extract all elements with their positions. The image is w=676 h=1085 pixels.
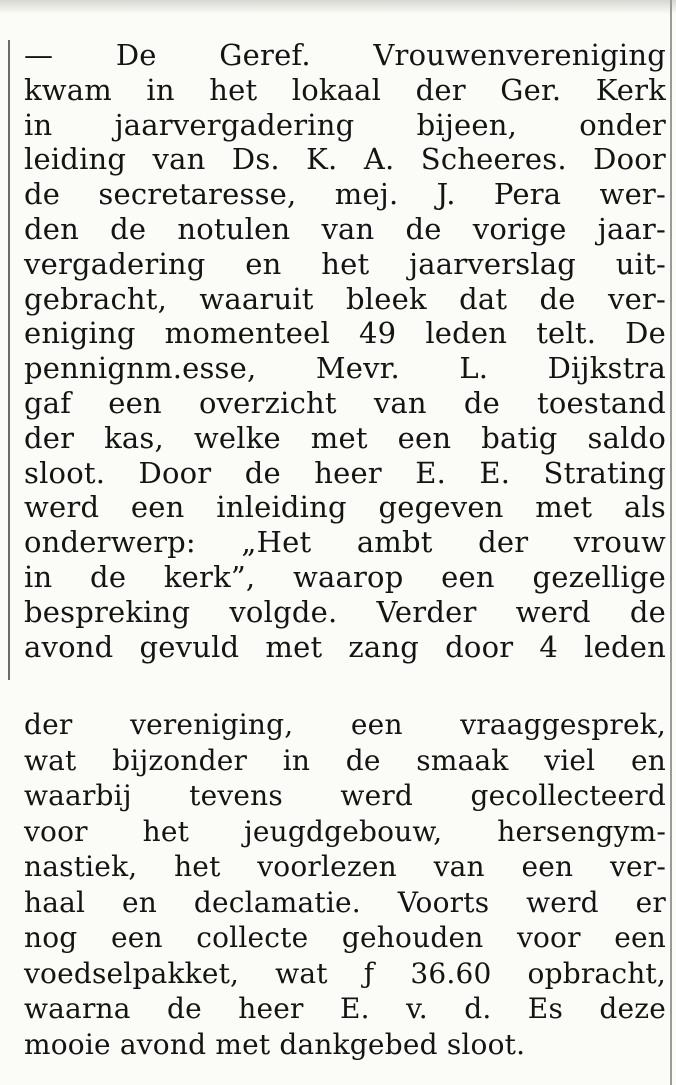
article-line: der kas, welke met een batig saldo	[24, 420, 666, 455]
cut-off-previous-text	[0, 0, 676, 14]
article-line: mooie avond met dankgebed sloot.	[24, 1027, 526, 1061]
article-line: eniging momenteel 49 leden telt. De	[24, 316, 666, 351]
article-line: werd een inleiding gegeven met als	[24, 490, 666, 525]
article-line: bespreking volgde. Verder werd de	[24, 594, 666, 629]
article-line: waarna de heer E. v. d. Es deze	[24, 992, 666, 1025]
article-line: de secretaresse, mej. J. Pera wer-	[24, 177, 666, 212]
article-part-2	[24, 707, 666, 1062]
article-line: leiding van Ds. K. A. Scheeres. Door	[24, 142, 666, 177]
article-line: in de kerk”, waarop een gezellige	[24, 559, 666, 594]
article-line: voor het jeugdgebouw, hersengym-	[24, 814, 666, 848]
article-line: nastiek, het voorlezen van een ver-	[24, 850, 666, 883]
article-line: haal en declamatie. Voorts werd er	[24, 885, 666, 919]
column-rule-left	[8, 40, 10, 680]
article-line: avond gevuld met zang door 4 leden	[24, 629, 666, 664]
article-line: voedselpakket, wat ƒ 36.60 opbracht,	[24, 956, 666, 990]
article-line: in jaarvergadering bijeen, onder	[24, 107, 666, 142]
article-line: sloot. Door de heer E. E. Strating	[24, 455, 666, 490]
article-line: waarbij tevens werd gecollecteerd	[24, 779, 666, 812]
article-line: gaf een overzicht van de toestand	[24, 385, 666, 420]
article-part-1	[24, 38, 666, 664]
article-line: wat bijzonder in de smaak viel en	[24, 743, 666, 777]
article-line: kwam in het lokaal der Ger. Kerk	[24, 72, 666, 107]
column-rule-right	[670, 0, 672, 1085]
article-line: gebracht, waaruit bleek dat de ver-	[24, 281, 666, 316]
article-line: den de notulen van de vorige jaar-	[24, 211, 666, 246]
article-line: vergadering en het jaarverslag uit-	[24, 246, 666, 281]
article-line: — De Geref. Vrouwenvereniging	[24, 38, 666, 72]
article-line: der vereniging, een vraaggesprek,	[24, 708, 666, 741]
article-line: nog een collecte gehouden voor een	[24, 921, 666, 954]
article-line: onderwerp: „Het ambt der vrouw	[24, 525, 666, 560]
article-line: pennignm.esse, Mevr. L. Dijkstra	[24, 351, 666, 386]
